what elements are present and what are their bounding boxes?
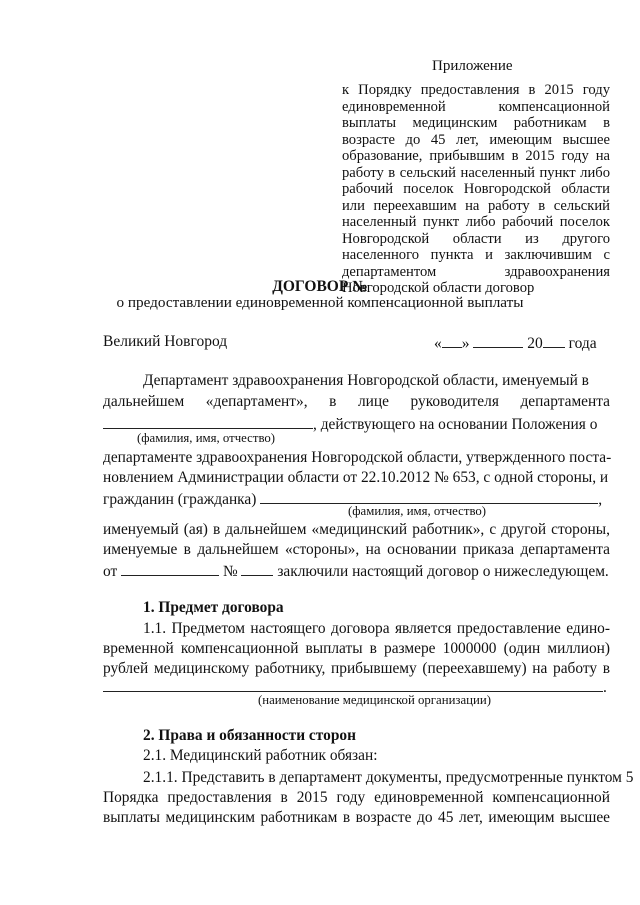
caption-citizen-name: (фамилия, имя, отчество) <box>348 504 487 518</box>
section-1-line-2: временной компенсационной выплаты в размере 1000000 (один миллион) <box>103 640 610 657</box>
section-2-heading: 2. Права и обязанности сторон <box>143 727 356 744</box>
year-blank <box>543 333 565 348</box>
day-blank <box>442 333 462 348</box>
caption-organization: (наименование медицинской организации) <box>258 693 491 707</box>
appendix-title: Приложение <box>432 58 513 74</box>
month-blank <box>473 333 523 348</box>
citizen-comma: , <box>598 491 603 508</box>
order-from-label: от <box>103 563 118 580</box>
citizen-name-blank <box>260 489 598 504</box>
organization-name-blank <box>103 677 603 692</box>
section-2-line-2: Порядка предоставления в 2015 году единовременной компенсационной <box>103 789 610 806</box>
date-open-quote: « <box>434 335 442 352</box>
order-number-blank <box>241 561 273 576</box>
date-close-quote: » <box>461 335 470 352</box>
section-1-line-3: рублей медицинскому работнику, прибывшему (переехавшему) на работу в <box>103 660 610 677</box>
preamble-line-1: Департамент здравоохранения Новгородской области, именуемый в <box>143 372 589 389</box>
date-year-word: года <box>568 335 597 352</box>
section-1-line-1: 1.1. Предметом настоящего договора является предоставление едино- <box>143 620 610 637</box>
section-1-period: . <box>603 679 607 696</box>
preamble-line-9-text: заключили настоящий договор о нижеследующем. <box>277 563 609 580</box>
contract-city: Великий Новгород <box>103 333 228 350</box>
appendix-text: к Порядку предоставления в 2015 году единовременной компенсационной выплаты медицинским работникам в возрасте до 45 лет, имеющим высшее образование, прибывшим в 2015 году на работу в сельский населенный пункт либо рабочий поселок Новгородской области или переехавшим на работу в сельский населенный пункт либо рабочий поселок Новгородской области из другого населенного пункта и заключившим с департаментом здравоохранения Новгородской области договор <box>342 82 610 296</box>
head-name-blank <box>103 414 313 429</box>
contract-title: ДОГОВОР № <box>272 278 368 295</box>
order-number-label: № <box>222 563 238 580</box>
contract-subtitle: о предоставлении единовременной компенсационной выплаты <box>116 294 524 311</box>
preamble-line-5: новлением Администрации области от 22.10.2012 № 653, с одной стороны, и <box>103 469 609 486</box>
section-2-item-2-1: 2.1. Медицинский работник обязан: <box>143 747 378 764</box>
preamble-line-9 <box>103 561 609 581</box>
citizen-label: гражданин (гражданка) <box>103 491 257 508</box>
contract-date <box>434 333 597 353</box>
section-2-line-1: 2.1.1. Представить в департамент документы, предусмотренные пунктом 5 <box>143 769 634 786</box>
preamble-line-8: именуемые в дальнейшем «стороны», на основании приказа департамента <box>103 541 610 558</box>
caption-head-name: (фамилия, имя, отчество) <box>137 431 276 445</box>
preamble-line-3-text: , действующего на основании Положения о <box>313 416 598 433</box>
preamble-line-2: дальнейшем «департамент», в лице руководителя департамента <box>103 393 610 410</box>
section-2-line-3: выплаты медицинским работникам в возрасте до 45 лет, имеющим высшее <box>103 809 610 826</box>
order-date-blank <box>121 561 219 576</box>
section-1-heading: 1. Предмет договора <box>143 599 284 616</box>
preamble-line-7: именуемый (ая) в дальнейшем «медицинский работник», с другой стороны, <box>103 521 610 538</box>
preamble-line-4: департаменте здравоохранения Новгородской области, утвержденного поста- <box>103 449 612 466</box>
date-year-prefix: 20 <box>527 335 543 352</box>
